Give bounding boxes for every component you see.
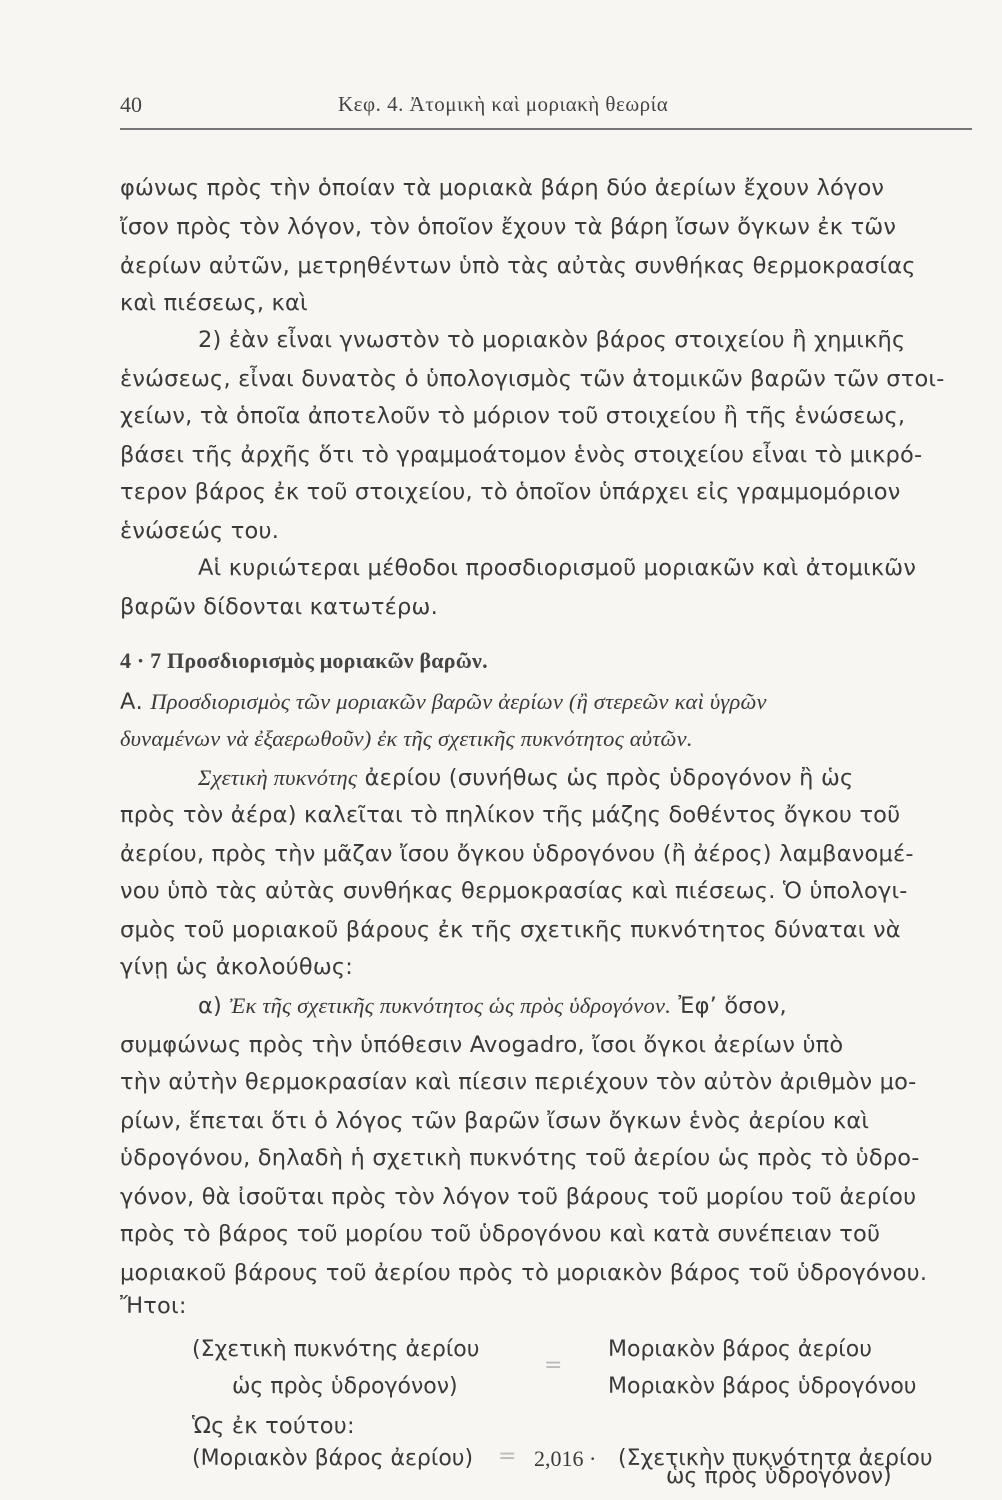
equation-right-line: (Σχετικὴν πυκνότητα ἀερίου [618,1446,933,1472]
equation-left-line: ὡς πρὸς ὑδρογόνον) [232,1374,458,1400]
chapter-title: Κεφ. 4. Ἀτομικὴ καὶ μοριακὴ θεωρία [338,92,669,116]
text-line: φώνως πρὸς τὴν ὁποίαν τὰ μοριακὰ βάρη δύο ἀερίων ἔχουν λόγον [120,175,885,202]
text-line: γίνῃ ὡς ἀκολούθως: [120,953,354,980]
equation-left: (Μοριακὸν βάρος ἀερίου) [192,1446,474,1472]
text-line: χείων, τὰ ὁποῖα ἀποτελοῦν τὸ μόριον τοῦ στοιχείου ἢ τῆς ἑνώσεως, [120,403,906,429]
header-rule [120,128,972,130]
subsection-title-line: δυναμένων νὰ ἐξαερωθοῦν) ἐκ τῆς σχετικῆς πυκνότητος αὐτῶν. [120,726,693,752]
text-line: πρὸς τὸν ἀέρα) καλεῖται τὸ πηλίκον τῆς μάζης δοθέντος ὄγκου τοῦ [120,802,901,829]
text-line: μοριακοῦ βάρους τοῦ ἀερίου πρὸς τὸ μοριακὸν βάρος τοῦ ὑδρογόνου. [120,1259,928,1286]
text-line: Ἤτοι: [120,1292,187,1319]
page-number: 40 [120,92,142,117]
text-line: σμὸς τοῦ μοριακοῦ βάρους ἐκ τῆς σχετικῆς πυκνότητος δύναται νὰ [120,916,901,943]
text-line: τὴν αὐτὴν θερμοκρασίαν καὶ πίεσιν περιέχουν τὸν αὐτὸν ἀριθμὸν μο- [120,1068,917,1095]
text-line: βαρῶν δίδονται κατωτέρω. [120,593,438,620]
text-line: ὑδρογόνου, δηλαδὴ ἡ σχετικὴ πυκνότης τοῦ ἀερίου ὡς πρὸς τὸ ὑδρο- [120,1144,920,1171]
text-line: Ὡς ἐκ τούτου: [192,1413,355,1440]
subsection-title-line [120,687,767,717]
subsection-letter: Α. [120,689,143,716]
text-line: ἀερίου, πρὸς τὴν μᾶζαν ἴσου ὄγκου ὑδρογόνου (ἢ ἀέρος) λαμβανομέ- [120,841,914,867]
text-span: ἀερίου (συνήθως ὡς πρὸς ὑδρογόνον ἢ ὡς [364,765,854,792]
subsection-title: Προσδιορισμὸς τῶν μοριακῶν βαρῶν ἀερίων (ἢ στερεῶν καὶ ὑγρῶν [150,689,767,715]
running-header [120,92,972,128]
text-line: πρὸς τὸ βάρος τοῦ μορίου τοῦ ὑδρογόνου καὶ κατὰ συνέπειαν τοῦ [120,1220,881,1247]
text-line: Αἱ κυριώτεραι μέθοδοι προσδιορισμοῦ μοριακῶν καὶ ἀτομικῶν [198,554,917,581]
text-line: ἴσον πρὸς τὸν λόγον, τὸν ὁποῖον ἔχουν τὰ βάρη ἴσων ὄγκων ἐκ τῶν [120,214,897,241]
text-line: 2) ἐὰν εἶναι γνωστὸν τὸ μοριακὸν βάρος στοιχείου ἢ χημικῆς [198,327,906,354]
defined-term: Σχετικὴ πυκνότης [198,765,358,791]
text-line: γόνον, θὰ ἰσοῦται πρὸς τὸν λόγον τοῦ βάρους τοῦ μορίου τοῦ ἀερίου [120,1183,917,1210]
item-label: α) [198,992,223,1019]
equation-right-line: ὡς πρὸς ὑδρογόνον) [666,1464,892,1489]
equation-right-line: Μοριακὸν βάρος ἀερίου [608,1337,872,1363]
text-line: ρίων, ἕπεται ὅτι ὁ λόγος τῶν βαρῶν ἴσων ὄγκων ἑνὸς ἀερίου καὶ [120,1107,870,1134]
text-line: ἑνώσεώς του. [120,517,280,544]
equation-right-line: Μοριακὸν βάρος ὑδρογόνου [608,1374,917,1400]
text-line: συμφώνως πρὸς τὴν ὑπόθεσιν Avogadro, ἴσοι ὄγκοι ἀερίων ὑπὸ [120,1031,844,1058]
equation-left-line: (Σχετικὴ πυκνότης ἀερίου [192,1337,480,1363]
text-line: ἑνώσεως, εἶναι δυνατὸς ὁ ὑπολογισμὸς τῶν ἀτομικῶν βαρῶν τῶν στοι- [120,366,945,393]
item-term: Ἐκ τῆς σχετικῆς πυκνότητος ὡς πρὸς ὑδρογόνον. [229,992,672,1018]
equals-sign: = [544,1352,563,1378]
text-line: νου ὑπὸ τὰς αὐτὰς συνθήκας θερμοκρασίας καὶ πιέσεως. Ὁ ὑπολογι- [120,878,908,904]
text-line: καὶ πιέσεως, καὶ [120,290,308,317]
text-line [198,991,787,1021]
section-heading: 4 · 7 Προσδιορισμὸς μοριακῶν βαρῶν. [120,648,488,674]
equation-factor: 2,016 · [534,1446,597,1472]
text-span: Ἐφ’ ὅσον, [678,992,787,1019]
text-line: τερον βάρος ἐκ τοῦ στοιχείου, τὸ ὁποῖον ὑπάρχει εἰς γραμμομόριον [120,478,901,505]
text-line: ἀερίων αὐτῶν, μετρηθέντων ὑπὸ τὰς αὐτὰς συνθήκας θερμοκρασίας [120,253,916,280]
equals-sign: = [498,1444,517,1470]
text-line: βάσει τῆς ἀρχῆς ὅτι τὸ γραμμοάτομον ἑνὸς στοιχείου εἶναι τὸ μικρό- [120,441,923,468]
text-line [198,763,853,793]
